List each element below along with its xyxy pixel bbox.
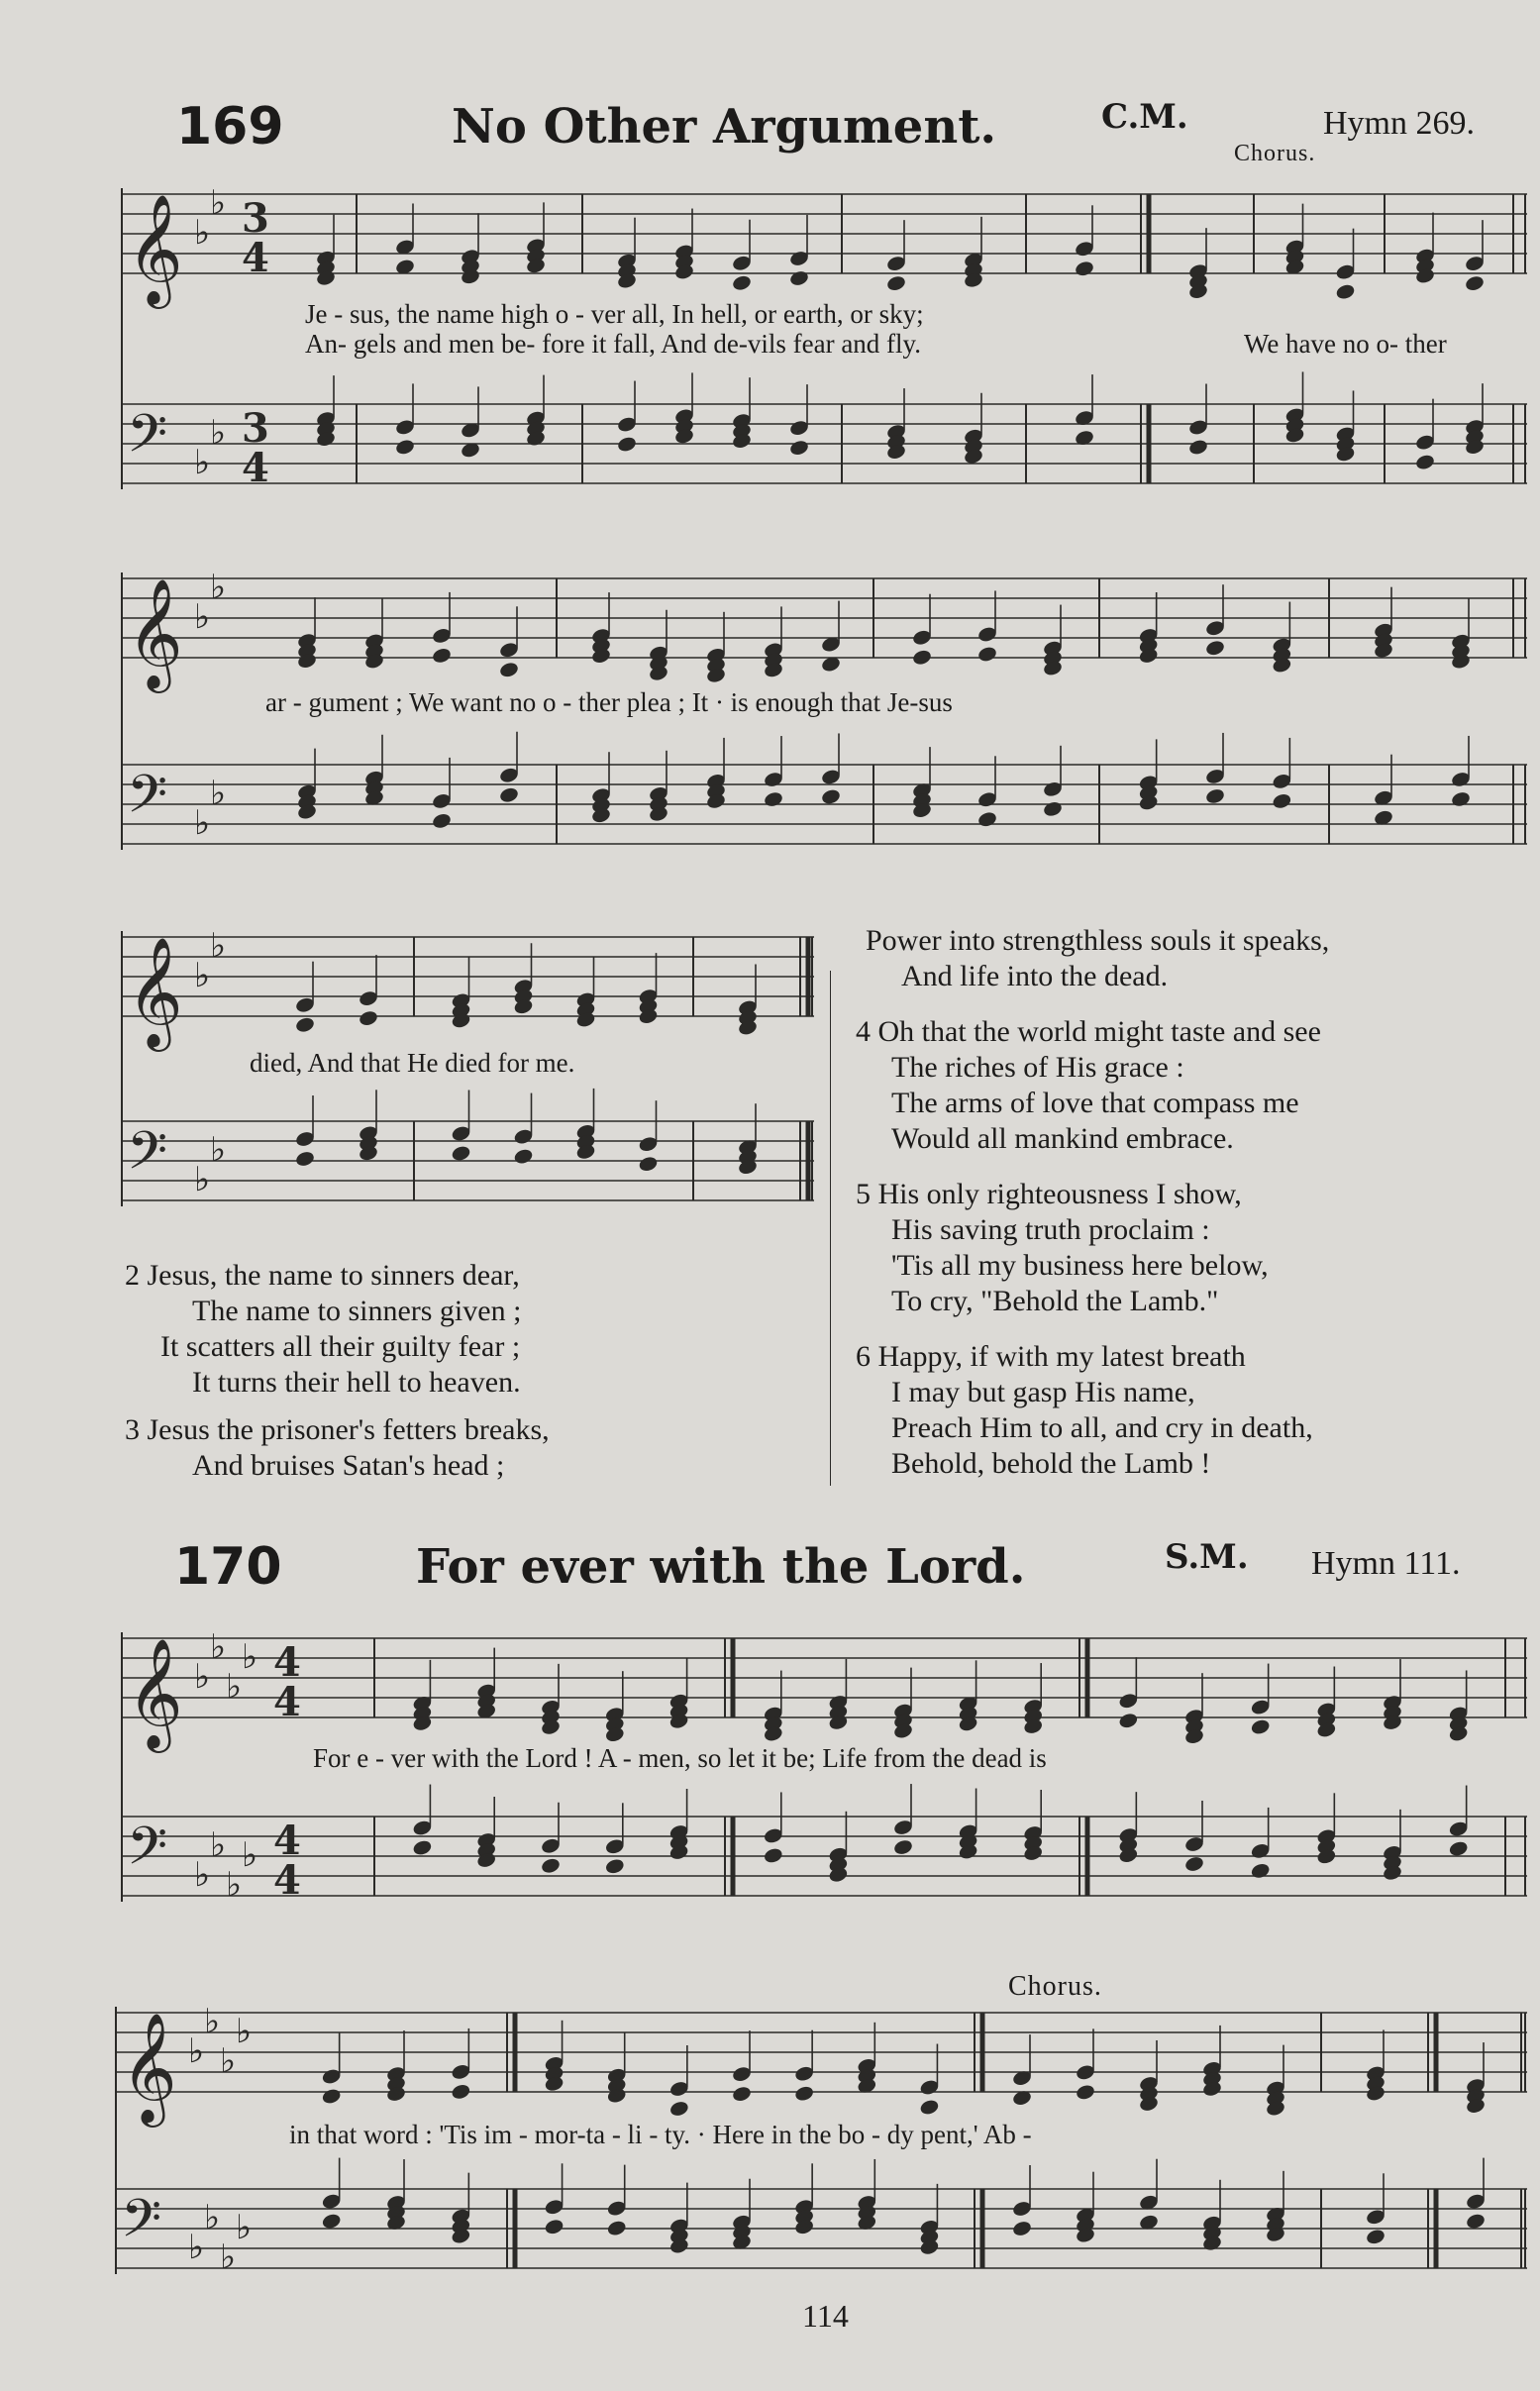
flat-icon: ♭ (204, 2198, 221, 2237)
note-head (763, 790, 783, 808)
staff-bass (121, 1811, 1527, 1905)
system-brace-line (121, 1632, 123, 1902)
hymn-170-chorus-label: Chorus. (1008, 1971, 1102, 2002)
hymn-170-number: 170 (174, 1537, 282, 1597)
flat-icon: ♭ (242, 1637, 258, 1677)
column-divider (830, 971, 831, 1486)
flat-icon: ♭ (194, 1657, 211, 1697)
note-head (498, 661, 519, 678)
verse-line: It turns their hell to heaven. (192, 1366, 521, 1399)
lyric-line: For e - ver with the Lord ! A - men, so let it be; Life from the dead is (313, 1743, 1047, 1773)
verse-line: Behold, behold the Lamb ! (891, 1447, 1211, 1480)
verse-line: To cry, "Behold the Lamb." (891, 1285, 1219, 1317)
staff-bass (121, 1115, 814, 1206)
verse-line: 2 Jesus, the name to sinners dear, (125, 1259, 520, 1292)
verse-line: The arms of love that compass me (891, 1087, 1299, 1119)
hymn-169-reference: Hymn 269. (1323, 105, 1475, 142)
hymn-170-title: For ever with the Lord. (416, 1539, 1026, 1595)
lyric-line: in that word : 'Tis im - mor-ta - li - ty. · Here in the bo - dy pent,' Ab - (289, 2120, 1032, 2149)
time-signature-top: 3 (242, 195, 269, 242)
hymn-170-reference: Hymn 111. (1311, 1545, 1461, 1582)
system-brace-line (115, 2007, 117, 2274)
system-brace-line (121, 188, 123, 489)
note-head (616, 435, 637, 453)
staff-treble (121, 926, 814, 1047)
note-head (604, 1857, 625, 1875)
hymn-169-meter: C.M. (1101, 97, 1188, 137)
note-head (638, 1155, 659, 1173)
treble-clef-icon: 𝄞 (121, 2012, 177, 2123)
bass-clef-icon: 𝄢 (121, 2189, 162, 2262)
staff-bass (121, 759, 1527, 850)
staff-treble (121, 568, 1527, 688)
flat-icon: ♭ (236, 2012, 253, 2051)
bass-clef-icon: 𝄢 (127, 1121, 168, 1195)
treble-clef-icon: 𝄞 (127, 936, 183, 1047)
flat-icon: ♭ (210, 1627, 227, 1667)
flat-icon: ♭ (210, 568, 227, 607)
flat-icon: ♭ (194, 597, 211, 637)
note-head (793, 2085, 814, 2103)
note-head (451, 2083, 471, 2101)
flat-icon: ♭ (226, 1865, 243, 1905)
treble-clef-icon: 𝄞 (127, 1637, 183, 1748)
note-head (976, 810, 997, 828)
time-signature-top: 4 (273, 1818, 301, 1864)
flat-icon: ♭ (210, 413, 227, 453)
note-head (1187, 438, 1208, 456)
staff-bass (115, 2183, 1527, 2277)
bass-clef-icon: 𝄢 (127, 765, 168, 838)
flat-icon: ♭ (188, 2031, 205, 2071)
time-signature-bottom: 4 (273, 1857, 301, 1904)
flat-icon: ♭ (194, 1160, 211, 1199)
staff-treble (121, 183, 1527, 304)
verse-block (125, 1412, 550, 1484)
note-head (1272, 792, 1292, 810)
note-head (358, 1009, 378, 1027)
flat-icon: ♭ (236, 2208, 253, 2247)
note-head (911, 649, 932, 667)
hymn-169-chorus-label: Chorus. (1234, 141, 1316, 166)
note-head (1335, 282, 1356, 300)
verse-block (856, 1177, 1329, 1319)
note-head (1365, 2228, 1386, 2245)
note-head (885, 274, 906, 292)
flat-icon: ♭ (204, 2002, 221, 2041)
verses-left-column (125, 1258, 550, 1484)
verse-line: And bruises Satan's head ; (192, 1449, 505, 1482)
hymn-169-title: No Other Argument. (452, 99, 997, 155)
note-head (1465, 2212, 1486, 2230)
note-head (788, 439, 809, 457)
note-head (1075, 2083, 1095, 2101)
bass-clef-icon: 𝄢 (127, 404, 168, 477)
lyric-line: Je - sus, the name high o - ver all, In hell, or earth, or sky; (305, 299, 924, 329)
verse-line: Power into strengthless souls it speaks, (866, 924, 1330, 957)
note-head (412, 1838, 433, 1856)
note-head (1450, 790, 1471, 808)
note-head (976, 645, 997, 663)
flat-icon: ♭ (210, 774, 227, 813)
verse-line: 5 His only righteousness I show, (856, 1178, 1242, 1210)
note-head (431, 647, 452, 665)
note-head (540, 1857, 561, 1875)
note-head (1204, 639, 1225, 657)
time-signature-top: 3 (242, 405, 269, 452)
note-head (498, 786, 519, 804)
note-head (431, 812, 452, 830)
note-head (763, 1846, 783, 1864)
verse-line: 6 Happy, if with my latest breath (856, 1340, 1246, 1373)
note-head (321, 2212, 342, 2230)
lyric-line: died, And that He died for me. (250, 1048, 575, 1078)
verses-right-column (856, 923, 1329, 1482)
flat-icon: ♭ (210, 926, 227, 966)
hymn-170-meter: S.M. (1165, 1537, 1249, 1577)
flat-icon: ♭ (194, 213, 211, 253)
note-head (1042, 800, 1063, 818)
note-head (731, 274, 752, 292)
treble-clef-icon: 𝄞 (127, 193, 183, 304)
flat-icon: ♭ (194, 956, 211, 995)
flat-icon: ♭ (226, 1667, 243, 1707)
verse-line: The riches of His grace : (891, 1051, 1184, 1084)
note-head (394, 438, 415, 456)
note-head (513, 1147, 534, 1165)
note-head (1204, 787, 1225, 805)
note-head (788, 269, 809, 287)
page-number: 114 (802, 2298, 849, 2334)
flat-icon: ♭ (220, 2237, 237, 2277)
flat-icon: ♭ (210, 1130, 227, 1170)
verse-line: 4 Oh that the world might taste and see (856, 1015, 1321, 1048)
note-head (606, 2219, 627, 2236)
flat-icon: ♭ (194, 443, 211, 482)
note-head (1448, 1839, 1469, 1857)
note-head (1074, 260, 1094, 277)
note-head (1250, 1717, 1271, 1735)
verse-line: Preach Him to all, and cry in death, (891, 1411, 1313, 1444)
lyric-line-chorus: We have no o- ther (1244, 329, 1447, 359)
flat-icon: ♭ (188, 2228, 205, 2267)
note-head (668, 2100, 689, 2118)
note-head (294, 1016, 315, 1034)
system-brace-line (121, 572, 123, 850)
flat-icon: ♭ (210, 1825, 227, 1865)
note-head (1464, 274, 1485, 292)
verse-block (125, 1258, 550, 1401)
note-head (321, 2087, 342, 2105)
note-head (1118, 1712, 1139, 1729)
flat-icon: ♭ (242, 1835, 258, 1875)
time-signature-bottom: 4 (242, 445, 269, 491)
flat-icon: ♭ (194, 1855, 211, 1895)
staff-bass (121, 398, 1527, 489)
note-head (892, 1838, 913, 1856)
flat-icon: ♭ (210, 183, 227, 223)
lyric-line: An- gels and men be- fore it fall, And de-vils fear and fly. (305, 329, 922, 359)
verse-block (856, 1014, 1329, 1157)
verse-line: It scatters all their guilty fear ; (160, 1330, 521, 1363)
verse-line: Would all mankind embrace. (891, 1122, 1234, 1155)
time-signature-top: 4 (273, 1639, 301, 1686)
note-head (820, 787, 841, 805)
note-head (919, 2098, 940, 2116)
note-head (1414, 453, 1435, 470)
verse-line: I may but gasp His name, (891, 1376, 1195, 1408)
verse-line: And life into the dead. (901, 960, 1169, 992)
system-brace-line (121, 931, 123, 1206)
flat-icon: ♭ (194, 803, 211, 843)
verse-line: The name to sinners given ; (192, 1295, 522, 1327)
verse-line: His saving truth proclaim : (891, 1213, 1210, 1246)
lyric-line: ar - gument ; We want no o - ther plea ; It · is enough that Je-sus (265, 687, 953, 717)
note-head (1250, 1862, 1271, 1880)
verse-line: 'Tis all my business here below, (891, 1249, 1269, 1282)
staff-treble (115, 2002, 1527, 2123)
note-head (451, 1144, 471, 1162)
verse-block (856, 923, 1329, 994)
time-signature-bottom: 4 (273, 1679, 301, 1725)
note-head (1011, 2220, 1032, 2237)
note-head (294, 1150, 315, 1168)
hymn-169-number: 169 (176, 97, 284, 156)
note-head (731, 2085, 752, 2103)
note-head (1183, 1855, 1204, 1873)
bass-clef-icon: 𝄢 (127, 1817, 168, 1890)
note-head (544, 2218, 565, 2235)
flat-icon: ♭ (220, 2041, 237, 2081)
staff-treble (121, 1627, 1527, 1748)
verse-line: 3 Jesus the prisoner's fetters breaks, (125, 1413, 550, 1446)
time-signature-bottom: 4 (242, 235, 269, 281)
verse-block (856, 1339, 1329, 1482)
treble-clef-icon: 𝄞 (127, 577, 183, 688)
